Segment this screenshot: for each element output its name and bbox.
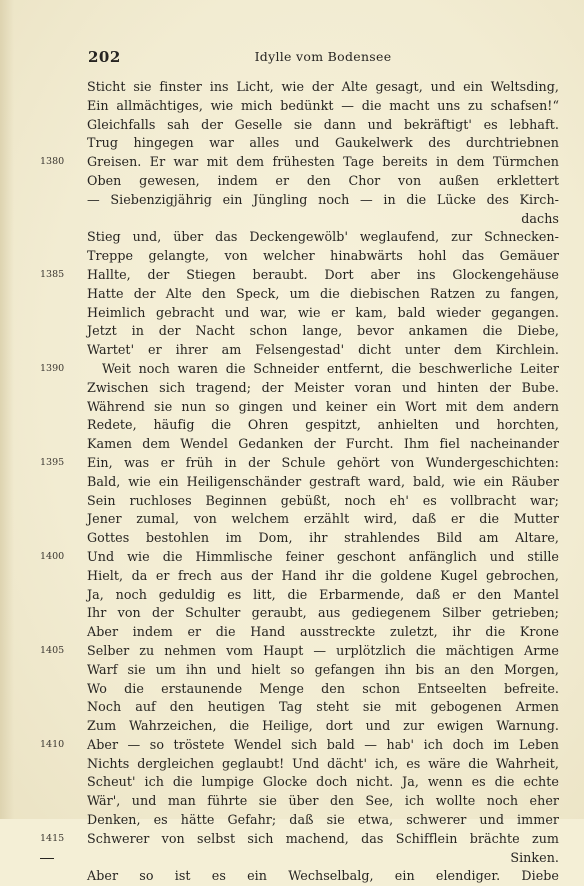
- line-text: Bald, wie ein Heiligenschänder gestraft ward, bald, wie ein Räuber: [87, 473, 559, 489]
- line-text: Wo die erstaunende Menge den schon Entseelten befreite.: [87, 680, 559, 696]
- text-line: [40, 454, 560, 473]
- line-text: Jener zumal, von welchem erzählt wird, daß er die Mutter: [87, 511, 559, 527]
- text-line: [40, 510, 560, 529]
- line-text: Sticht sie finster ins Licht, wie der Alte gesagt, und ein Weltsding,: [87, 79, 559, 94]
- line-text: Zum Wahrzeichen, die Heilige, dort und zur ewigen Warnung.: [87, 718, 559, 734]
- line-number: 1400: [40, 550, 65, 562]
- text-line: [40, 266, 560, 285]
- line-number: 1410: [40, 738, 65, 750]
- text-line: [40, 792, 560, 811]
- line-continuation-dash: [40, 858, 54, 859]
- text-line: [40, 698, 560, 717]
- line-text: Stieg und, über das Deckengewölb' weglaufend, zur Schnecken-: [87, 229, 559, 245]
- page-edge-shadow: [0, 0, 14, 819]
- text-line: [40, 567, 560, 586]
- text-line: [40, 680, 560, 699]
- line-text: Selber zu nehmen vom Haupt — urplötzlich die mächtigen Arme: [87, 642, 559, 658]
- text-line: [40, 435, 560, 454]
- text-line: [40, 78, 560, 97]
- line-text: Und wie die Himmlische feiner geschont anfänglich und stille: [87, 548, 559, 564]
- line-number: 1395: [40, 456, 65, 468]
- line-text: Gottes bestohlen im Dom, ihr strahlendes Bild am Altare,: [87, 530, 559, 546]
- text-line: [40, 604, 560, 623]
- text-line: [40, 830, 560, 849]
- line-text: Schwerer von selbst sich machend, das Schifflein brächte zum: [87, 830, 559, 846]
- line-text: Hallte, der Stiegen beraubt. Dort aber ins Glockengehäuse: [87, 266, 559, 282]
- text-line: [40, 285, 560, 304]
- line-text: Ein, was er früh in der Schule gehört von Wundergeschichten:: [87, 454, 559, 470]
- line-text: Während sie nun so gingen und keiner ein Wort mit dem andern: [87, 398, 559, 414]
- line-text: dachs: [521, 210, 559, 226]
- text-line: [40, 116, 560, 135]
- page-header: [88, 48, 558, 66]
- line-text: Heimlich gebracht und war, wie er kam, bald wieder gegangen.: [87, 304, 559, 320]
- text-line: [40, 773, 560, 792]
- text-line: [40, 811, 560, 830]
- line-text: Gleichfalls sah der Geselle sie dann und bekräftigt' es lebhaft.: [87, 116, 559, 132]
- text-line: [40, 642, 560, 661]
- line-text: Zwischen sich tragend; der Meister voran und hinten der Bube.: [87, 379, 559, 395]
- text-line: [40, 755, 560, 774]
- line-text: Aber so ist es ein Wechselbalg, ein elendiger. Diebe: [87, 868, 559, 884]
- text-line: [40, 134, 560, 153]
- line-number: 1415: [40, 832, 65, 844]
- line-number: 1385: [40, 268, 65, 280]
- text-line: [40, 492, 560, 511]
- text-line: [40, 416, 560, 435]
- line-text: Ihr von der Schulter geraubt, aus gediegenem Silber getrieben;: [87, 605, 559, 621]
- line-text: Kamen dem Wendel Gedanken der Furcht. Ihm fiel nacheinander: [87, 436, 559, 452]
- line-text: Sinken.: [510, 849, 559, 865]
- line-text: Aber — so tröstete Wendel sich bald — hab' ich doch im Leben: [87, 736, 559, 752]
- text-line: [40, 153, 560, 172]
- line-number: 1380: [40, 156, 65, 168]
- text-line: [40, 867, 560, 886]
- line-text: Warf sie um ihn und hielt so gefangen ihn bis an den Morgen,: [87, 661, 559, 677]
- line-text: Trug hingegen war alles und Gaukelwerk des durchtriebnen: [87, 135, 559, 151]
- line-text: Scheut' ich die lumpige Glocke doch nicht. Ja, wenn es die echte: [87, 774, 559, 790]
- text-line: [40, 398, 560, 417]
- line-text: Redete, häufig die Ohren gespitzt, anhielten und horchten,: [87, 417, 559, 433]
- line-number: 1405: [40, 644, 65, 656]
- text-line: [40, 661, 560, 680]
- text-line: [40, 341, 560, 360]
- line-text: Aber indem er die Hand ausstreckte zuletzt, ihr die Krone: [87, 624, 559, 640]
- line-text: Treppe gelangte, von welcher hinabwärts hohl das Gemäuer: [87, 248, 559, 264]
- text-line: [40, 736, 560, 755]
- line-text: — Siebenzigjährig ein Jüngling noch — in die Lücke des Kirch-: [87, 191, 559, 207]
- line-text: Wartet' er ihrer am Felsengestad' dicht unter dem Kirchlein.: [87, 342, 559, 358]
- line-text: Hielt, da er frech aus der Hand ihr die goldene Kugel gebrochen,: [87, 567, 559, 583]
- text-line: [40, 849, 560, 868]
- text-line: [40, 191, 560, 210]
- line-text: Oben gewesen, indem er den Chor von außen erklettert: [87, 172, 559, 188]
- text-line: [40, 210, 560, 229]
- text-line: [40, 228, 560, 247]
- line-text: Greisen. Er war mit dem frühesten Tage bereits in dem Türmchen: [87, 154, 559, 170]
- text-line: [40, 97, 560, 116]
- line-text: Weit noch waren die Schneider entfernt, die beschwerliche Leiter: [102, 360, 559, 376]
- text-line: [40, 473, 560, 492]
- text-line: [40, 529, 560, 548]
- line-text: Ein allmächtiges, wie mich bedünkt — die macht uns zu schafsen!“: [87, 97, 559, 113]
- page-number: 202: [88, 48, 121, 66]
- line-text: Hatte der Alte den Speck, um die diebischen Ratzen zu fangen,: [87, 285, 559, 301]
- text-line: [40, 172, 560, 191]
- line-text: Sein ruchloses Beginnen gebüßt, noch eh' es vollbracht war;: [87, 492, 559, 508]
- text-line: [40, 304, 560, 323]
- text-line: [40, 379, 560, 398]
- text-line: [40, 548, 560, 567]
- poem-text: [40, 78, 560, 886]
- line-text: Noch auf den heutigen Tag steht sie mit gebogenen Armen: [87, 699, 559, 715]
- running-title: Idylle vom Bodensee: [254, 49, 392, 64]
- text-line: [40, 322, 560, 341]
- line-text: Nichts dergleichen geglaubt! Und dächt' ich, es wäre die Wahrheit,: [87, 755, 559, 771]
- text-line: [40, 586, 560, 605]
- line-text: Jetzt in der Nacht schon lange, bevor ankamen die Diebe,: [87, 323, 559, 339]
- line-text: Denken, es hätte Gefahr; daß sie etwa, schwerer und immer: [87, 812, 559, 828]
- text-line: [40, 717, 560, 736]
- text-line: [40, 360, 560, 379]
- line-text: Ja, noch geduldig es litt, die Erbarmende, daß er den Mantel: [87, 586, 559, 602]
- text-line: [40, 247, 560, 266]
- line-number: 1390: [40, 362, 65, 374]
- line-text: Wär', und man führte sie über den See, ich wollte noch eher: [87, 793, 559, 809]
- text-line: [40, 623, 560, 642]
